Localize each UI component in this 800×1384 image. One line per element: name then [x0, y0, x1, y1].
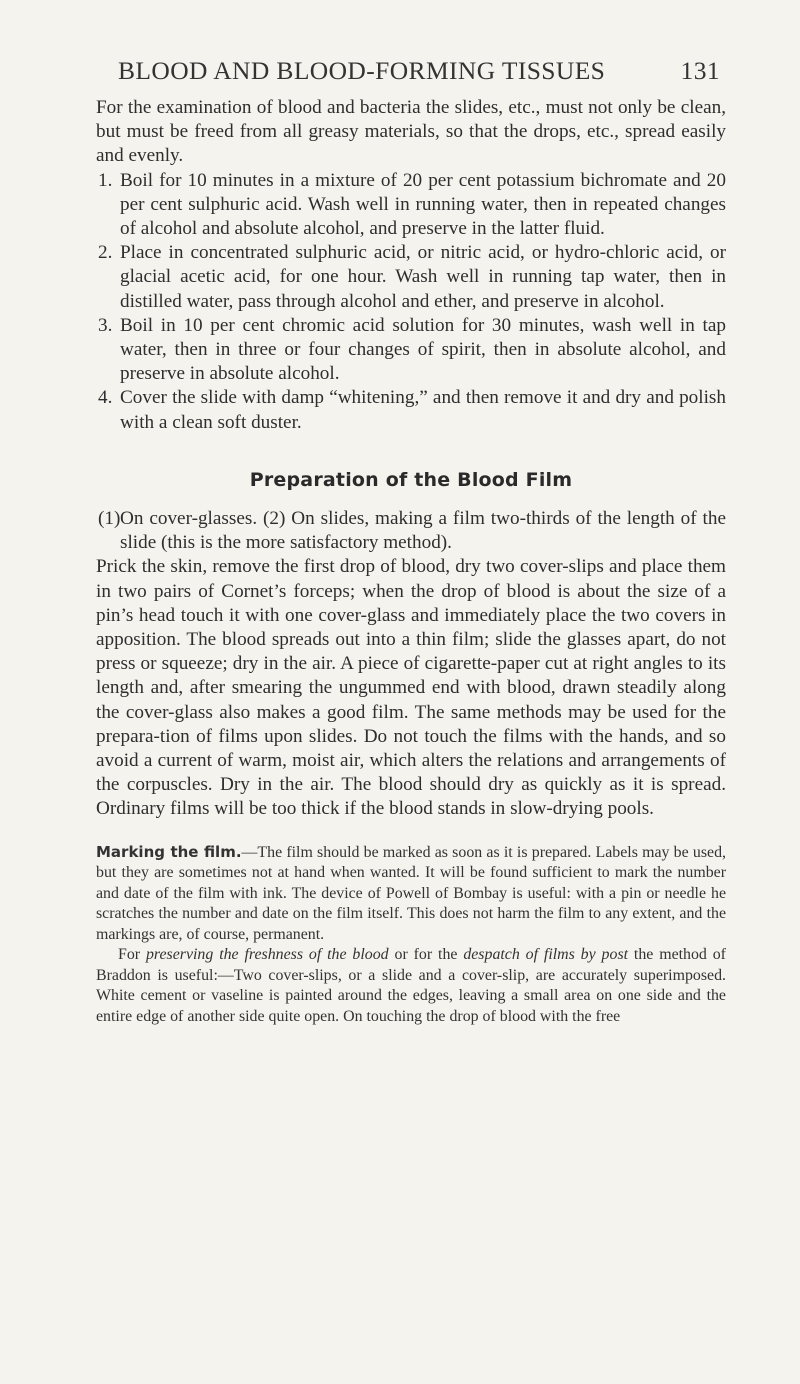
page-body — [96, 96, 726, 1027]
marking-runin-heading: Marking the film. — [96, 842, 242, 861]
small-print-section — [96, 842, 726, 1028]
intro-paragraph: For the examination of blood and bacteria the slides, etc., must not only be clean, but must be freed from all greasy materials, so that the drops, etc., spread easily and evenly. — [96, 97, 726, 167]
list-item-number: 3. — [98, 314, 113, 336]
list-item-text: Boil for 10 minutes in a mixture of 20 per cent potassium bichromate and 20 per cent sulphuric acid. Wash well in running water, then in repeated changes of alcohol and absolute alcohol, and preserve in the latter fluid. — [120, 169, 726, 240]
preserving-lead: For — [118, 946, 146, 964]
section-heading: Preparation of the Blood Film — [249, 468, 573, 491]
despatch-italic-phrase: despatch of films by post — [463, 946, 629, 964]
list-item-text: Place in concentrated sulphuric acid, or nitric acid, or hydro-chloric acid, or glacial acetic acid, for one hour. Wash well in running tap water, then in distilled water, pass through alcohol and ether, and preserve in alcohol. — [120, 242, 726, 312]
page-number: 131 — [680, 56, 720, 85]
list-item — [96, 241, 726, 314]
methods-number: (1) — [98, 508, 121, 530]
list-item-text: Boil in 10 per cent chromic acid solution for 30 minutes, wash well in tap water, then in three or four changes of spirit, then in absolute alcohol, and preserve in absolute alcohol. — [120, 314, 726, 385]
preserving-paragraph — [96, 945, 726, 1027]
preserving-text: the method of Braddon is useful:—Two cover-slips, or a slide and a cover-slip, are accurately superimposed. White cement or vaseline is painted around the edges, leaving a small area on one side and the entire edge of another side quite open. On touching the drop of blood with the free — [96, 946, 726, 1025]
cleaning-steps-list — [96, 169, 726, 435]
running-title: BLOOD AND BLOOD-FORMING TISSUES — [118, 56, 606, 85]
preserving-italic-phrase: preserving the freshness of the blood — [145, 946, 389, 964]
methods-text: On cover-glasses. (2) On slides, making a film two-thirds of the length of the slide (this is the more satisfactory method). — [120, 508, 726, 554]
list-item-number: 2. — [98, 242, 113, 264]
list-item — [96, 314, 726, 387]
film-preparation-paragraph: Prick the skin, remove the first drop of blood, dry two cover-slips and place them in two pairs of Cornet’s forceps; when the drop of blood is about the size of a pin’s head touch it with one cover-glass and immediately place the two covers in apposition. The blood spreads out into a thin film; slide the glasses apart, do not press or squeeze; dry in the air. A piece of cigarette-paper cut at right angles to its length and, after smearing the ungummed end with blood, drawn steadily along the cover-glass also makes a good film. The same methods may be used for the prepara-tion of films upon slides. Do not touch the films with the hands, and so avoid a current of warm, moist air, which alters the relations and arrangements of the corpuscles. Dry in the air. The blood should dry as quickly as it is spread. Ordinary films will be too thick if the blood stands in slow-drying pools. — [96, 556, 726, 820]
methods-item — [96, 507, 726, 555]
running-head — [118, 56, 718, 86]
list-item — [96, 386, 726, 434]
marking-paragraph — [96, 842, 726, 946]
list-item-text: Cover the slide with damp “whitening,” and then remove it and dry and polish with a clean soft duster. — [120, 387, 726, 433]
marking-text: —The film should be marked as soon as it is prepared. Labels may be used, but they are sometimes not at hand when wanted. It will be found sufficient to mark the number and date of the film with ink. The device of Powell of Bombay is useful: with a pin or needle he scratches the number and date on the film itself. This does not harm the film to any extent, and the markings are, of course, permanent. — [96, 843, 726, 943]
list-item — [96, 169, 726, 242]
list-item-number: 1. — [98, 169, 113, 191]
preserving-mid: or for the — [388, 946, 464, 964]
list-item-number: 4. — [98, 387, 113, 409]
